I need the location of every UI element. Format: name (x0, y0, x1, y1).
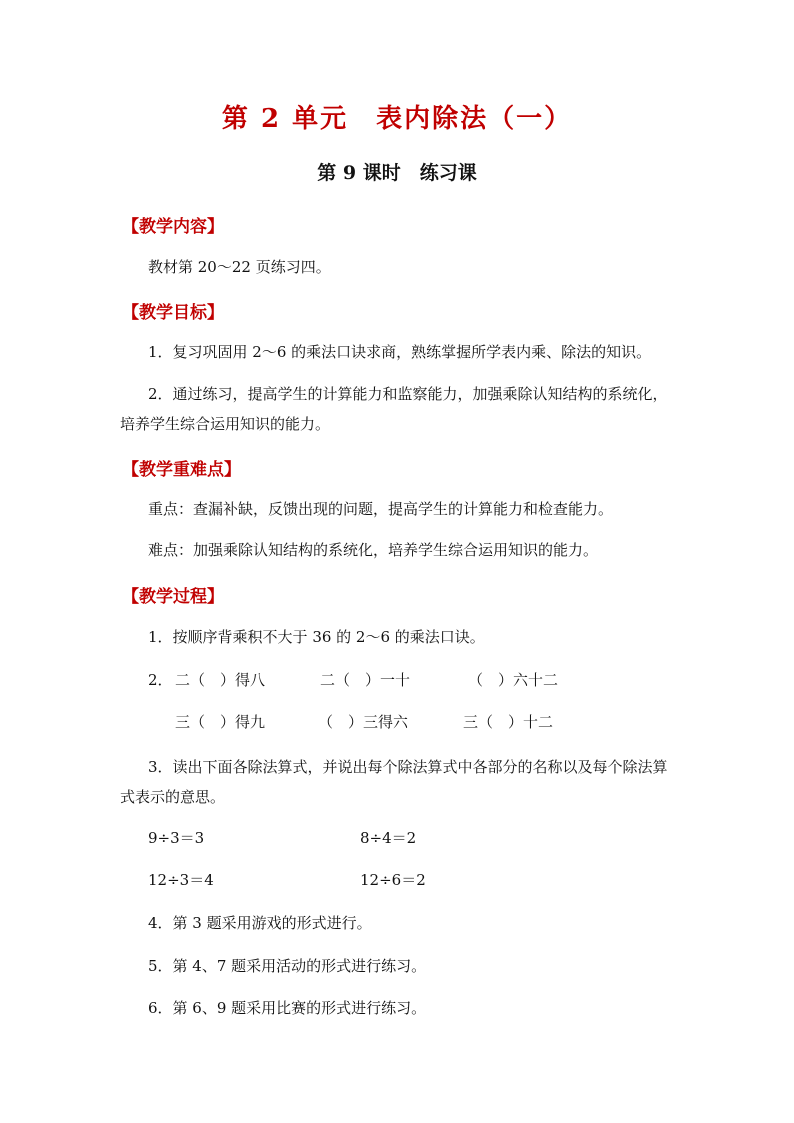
unit-title: 第 2 单元 表内除法（一） (221, 104, 573, 134)
section-heading-goals: 【教学目标】 (122, 303, 224, 323)
fill-blank-item: 二（ ）一十 (320, 671, 411, 689)
section-heading-keypoints: 【教学重难点】 (122, 460, 241, 480)
section-heading-content: 【教学内容】 (122, 217, 224, 237)
process-step-1: 1．按顺序背乘积不大于 36 的 2～6 的乘法口诀。 (148, 628, 485, 646)
process-step-2-prefix: 2． (148, 671, 173, 689)
key-point: 重点：查漏补缺，反馈出现的问题，提高学生的计算能力和检查能力。 (148, 500, 614, 518)
division-equation: 12÷6＝2 (360, 871, 426, 889)
fill-blank-item: 三（ ）十二 (463, 713, 554, 731)
process-step-6: 6．第 6、9 题采用比赛的形式进行练习。 (148, 999, 427, 1017)
division-equation: 9÷3＝3 (148, 829, 205, 847)
section-heading-process: 【教学过程】 (122, 587, 224, 607)
goal-item-2: 2．通过练习，提高学生的计算能力和监察能力，加强乘除认知结构的系统化，培养学生综合运用知识的能力。 (120, 385, 668, 433)
division-equation: 8÷4＝2 (360, 829, 417, 847)
process-step-3: 3．读出下面各除法算式，并说出每个除法算式中各部分的名称以及每个除法算式表示的意思。 (120, 758, 668, 806)
goal-item-1: 1．复习巩固用 2～6 的乘法口诀求商，熟练掌握所学表内乘、除法的知识。 (148, 343, 652, 361)
content-text: 教材第 20～22 页练习四。 (148, 258, 331, 276)
division-equation: 12÷3＝4 (148, 871, 214, 889)
difficult-point: 难点：加强乘除认知结构的系统化，培养学生综合运用知识的能力。 (148, 541, 599, 559)
fill-blank-item: （ ）三得六 (318, 713, 409, 731)
process-step-4: 4．第 3 题采用游戏的形式进行。 (148, 914, 372, 932)
lesson-title: 第 9 课时 练习课 (317, 162, 477, 184)
process-step-5: 5．第 4、7 题采用活动的形式进行练习。 (148, 957, 427, 975)
fill-blank-item: 三（ ）得九 (175, 713, 266, 731)
fill-blank-item: 二（ ）得八 (175, 671, 266, 689)
fill-blank-item: （ ）六十二 (468, 671, 559, 689)
